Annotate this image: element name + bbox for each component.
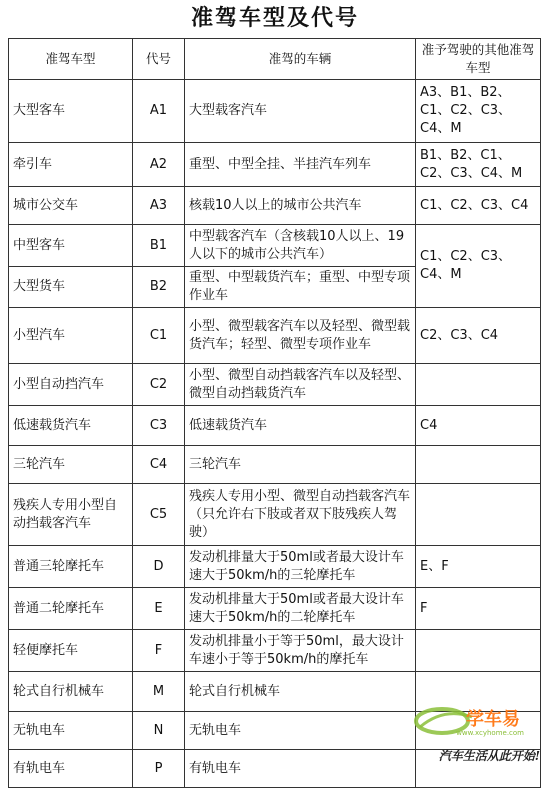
cell-vehicles: 小型、微型载客汽车以及轻型、微型载货汽车；轻型、微型专项作业车 — [185, 308, 416, 364]
cell-others: C1、C2、C3、C4、M — [416, 225, 541, 308]
table-row — [9, 143, 541, 187]
page-title: 准驾车型及代号 — [190, 5, 359, 31]
cell-others — [416, 364, 541, 406]
table-row — [9, 225, 541, 267]
cell-others: B1、B2、C1、C2、C3、C4、M — [416, 143, 541, 187]
cell-vehicles: 重型、中型载货汽车；重型、中型专项作业车 — [185, 267, 416, 308]
cell-code: P — [133, 750, 185, 788]
header-row — [9, 39, 541, 80]
cell-vehicles: 核载10人以上的城市公共汽车 — [185, 187, 416, 225]
cell-others: F — [416, 588, 541, 630]
header-code: 代号 — [133, 39, 185, 80]
cell-code: A3 — [133, 187, 185, 225]
cell-vehicles: 发动机排量大于50ml或者最大设计车速大于50km/h的三轮摩托车 — [185, 546, 416, 588]
watermark-url: www.xcyhome.com — [456, 729, 524, 737]
cell-type: 普通二轮摩托车 — [9, 588, 133, 630]
table-row — [9, 446, 541, 484]
cell-type: 残疾人专用小型自动挡载客汽车 — [9, 484, 133, 546]
table-row — [9, 630, 541, 672]
cell-vehicles: 发动机排量大于50ml或者最大设计车速大于50km/h的二轮摩托车 — [185, 588, 416, 630]
table-row — [9, 406, 541, 446]
cell-type: 小型自动挡汽车 — [9, 364, 133, 406]
cell-others: C1、C2、C3、C4 — [416, 187, 541, 225]
cell-vehicles: 小型、微型自动挡载客汽车以及轻型、微型自动挡载货汽车 — [185, 364, 416, 406]
cell-code: D — [133, 546, 185, 588]
watermark — [390, 703, 540, 773]
table-row — [9, 187, 541, 225]
table-row — [9, 80, 541, 143]
cell-vehicles: 中型载客汽车（含核载10人以上、19人以下的城市公共汽车） — [185, 225, 416, 267]
cell-others: C2、C3、C4 — [416, 308, 541, 364]
cell-type: 无轨电车 — [9, 712, 133, 750]
cell-code: C2 — [133, 364, 185, 406]
cell-type: 大型货车 — [9, 267, 133, 308]
cell-others — [416, 446, 541, 484]
cell-others: E、F — [416, 546, 541, 588]
cell-others — [416, 484, 541, 546]
cell-others: C4 — [416, 406, 541, 446]
license-table — [8, 38, 541, 788]
cell-code: B1 — [133, 225, 185, 267]
table-row — [9, 364, 541, 406]
cell-vehicles: 三轮汽车 — [185, 446, 416, 484]
cell-code: N — [133, 712, 185, 750]
header-vehicles: 准驾的车辆 — [185, 39, 416, 80]
cell-code: M — [133, 672, 185, 712]
cell-others — [416, 630, 541, 672]
table-row — [9, 308, 541, 364]
cell-type: 大型客车 — [9, 80, 133, 143]
table-row — [9, 546, 541, 588]
cell-code: C4 — [133, 446, 185, 484]
cell-vehicles: 低速载货汽车 — [185, 406, 416, 446]
cell-code: F — [133, 630, 185, 672]
cell-code: E — [133, 588, 185, 630]
cell-code: A2 — [133, 143, 185, 187]
table-row — [9, 484, 541, 546]
cell-vehicles: 残疾人专用小型、微型自动挡载客汽车（只允许右下肢或者双下肢残疾人驾驶） — [185, 484, 416, 546]
cell-code: C5 — [133, 484, 185, 546]
cell-vehicles: 轮式自行机械车 — [185, 672, 416, 712]
cell-vehicles: 重型、中型全挂、半挂汽车列车 — [185, 143, 416, 187]
watermark-slogan: 汽车生活从此开始! — [438, 749, 540, 763]
cell-type: 低速载货汽车 — [9, 406, 133, 446]
cell-others: A3、B1、B2、C1、C2、C3、C4、M — [416, 80, 541, 143]
cell-type: 小型汽车 — [9, 308, 133, 364]
cell-vehicles: 大型载客汽车 — [185, 80, 416, 143]
table-row — [9, 588, 541, 630]
cell-type: 城市公交车 — [9, 187, 133, 225]
header-type: 准驾车型 — [9, 39, 133, 80]
cell-code: B2 — [133, 267, 185, 308]
cell-code: A1 — [133, 80, 185, 143]
header-others: 准予驾驶的其他准驾车型 — [416, 39, 541, 80]
cell-type: 三轮汽车 — [9, 446, 133, 484]
cell-type: 轻便摩托车 — [9, 630, 133, 672]
cell-type: 普通三轮摩托车 — [9, 546, 133, 588]
cell-type: 中型客车 — [9, 225, 133, 267]
cell-vehicles: 有轨电车 — [185, 750, 416, 788]
cell-code: C1 — [133, 308, 185, 364]
cell-type: 牵引车 — [9, 143, 133, 187]
cell-code: C3 — [133, 406, 185, 446]
watermark-brand: 学车易 — [466, 709, 520, 730]
cell-vehicles: 发动机排量小于等于50ml，最大设计车速小于等于50km/h的摩托车 — [185, 630, 416, 672]
cell-type: 有轨电车 — [9, 750, 133, 788]
cell-type: 轮式自行机械车 — [9, 672, 133, 712]
cell-vehicles: 无轨电车 — [185, 712, 416, 750]
